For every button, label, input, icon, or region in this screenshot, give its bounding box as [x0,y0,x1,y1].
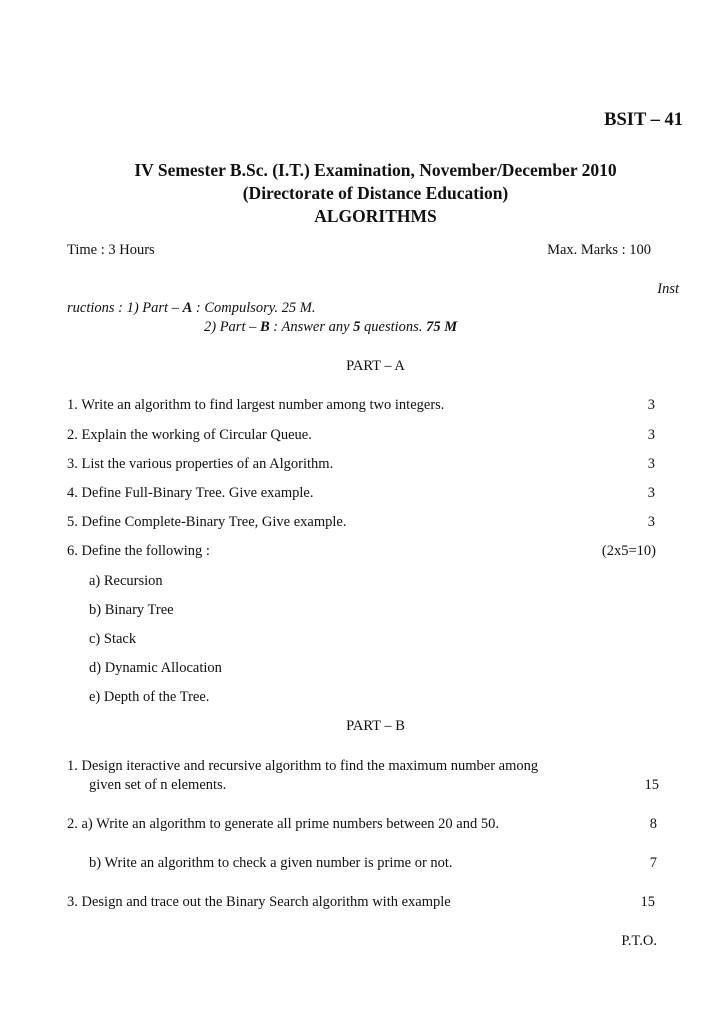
part-a-question-1: 1. Write an algorithm to find largest number among two integers. [67,397,445,413]
part-a-marks-3: 3 [647,456,655,472]
part-b-question-1-line-2: given set of n elements. [89,777,227,793]
part-b-question-2a: 2. a) Write an algorithm to generate all prime numbers between 20 and 50. [67,816,499,832]
paper-code: BSIT – 41 [604,110,683,130]
instruction-1-prefix: ructions : 1) Part – [67,300,183,316]
instruction-1-part: A [182,300,193,316]
instruction-2-part: B [259,319,270,335]
instruction-2-mid: : Answer any [269,319,354,335]
part-a-question-3: 3. List the various properties of an Algorithm. [67,456,334,472]
instruction-line-1 [67,300,316,317]
part-b-question-2b: b) Write an algorithm to check a given number is prime or not. [89,855,453,871]
part-a-marks-4: 3 [647,485,655,501]
instruction-2-mid2: questions. [360,319,427,335]
part-a-question-4: 4. Define Full-Binary Tree. Give example. [67,485,314,501]
part-a-heading: PART – A [346,358,405,374]
part-b-marks-2a: 8 [649,816,657,832]
exam-subtitle: (Directorate of Distance Education) [242,183,509,203]
instruction-1-suffix: : Compulsory. 25 M. [192,300,316,316]
part-a-marks-2: 3 [647,427,655,443]
instruction-2-count: 5 [353,319,361,335]
part-b-question-3: 3. Design and trace out the Binary Search algorithm with example [67,894,451,910]
part-a-marks-6: (2x5=10) [601,543,656,559]
part-b-marks-2b: 7 [649,855,657,871]
part-a-question-5: 5. Define Complete-Binary Tree, Give example. [67,514,347,530]
exam-title: IV Semester B.Sc. (I.T.) Examination, November/December 2010 [134,160,617,180]
part-b-heading: PART – B [346,718,405,734]
part-b-question-1-line-1: 1. Design iteractive and recursive algorithm to find the maximum number among [67,758,539,774]
part-a-question-2: 2. Explain the working of Circular Queue. [67,427,312,443]
part-b-marks-1: 15 [644,777,659,793]
subject-title: ALGORITHMS [314,206,437,226]
instruction-2-prefix: 2) Part – [204,319,260,335]
part-a-subitem-d: d) Dynamic Allocation [89,660,222,676]
max-marks-label: Max. Marks : 100 [547,242,651,258]
part-a-question-6: 6. Define the following : [67,543,210,559]
part-a-subitem-a: a) Recursion [89,573,163,589]
part-a-subitem-c: c) Stack [89,631,137,647]
pto-label: P.T.O. [621,933,657,949]
part-a-marks-5: 3 [647,514,655,530]
part-b-marks-3: 15 [640,894,655,910]
instruction-2-marks: 75 M [426,319,458,335]
part-a-marks-1: 3 [647,397,655,413]
instruction-line-2 [204,319,457,336]
part-a-subitem-e: e) Depth of the Tree. [89,689,210,705]
instructions-fragment: Inst [657,281,679,297]
part-a-subitem-b: b) Binary Tree [89,602,174,618]
time-label: Time : 3 Hours [67,242,155,258]
